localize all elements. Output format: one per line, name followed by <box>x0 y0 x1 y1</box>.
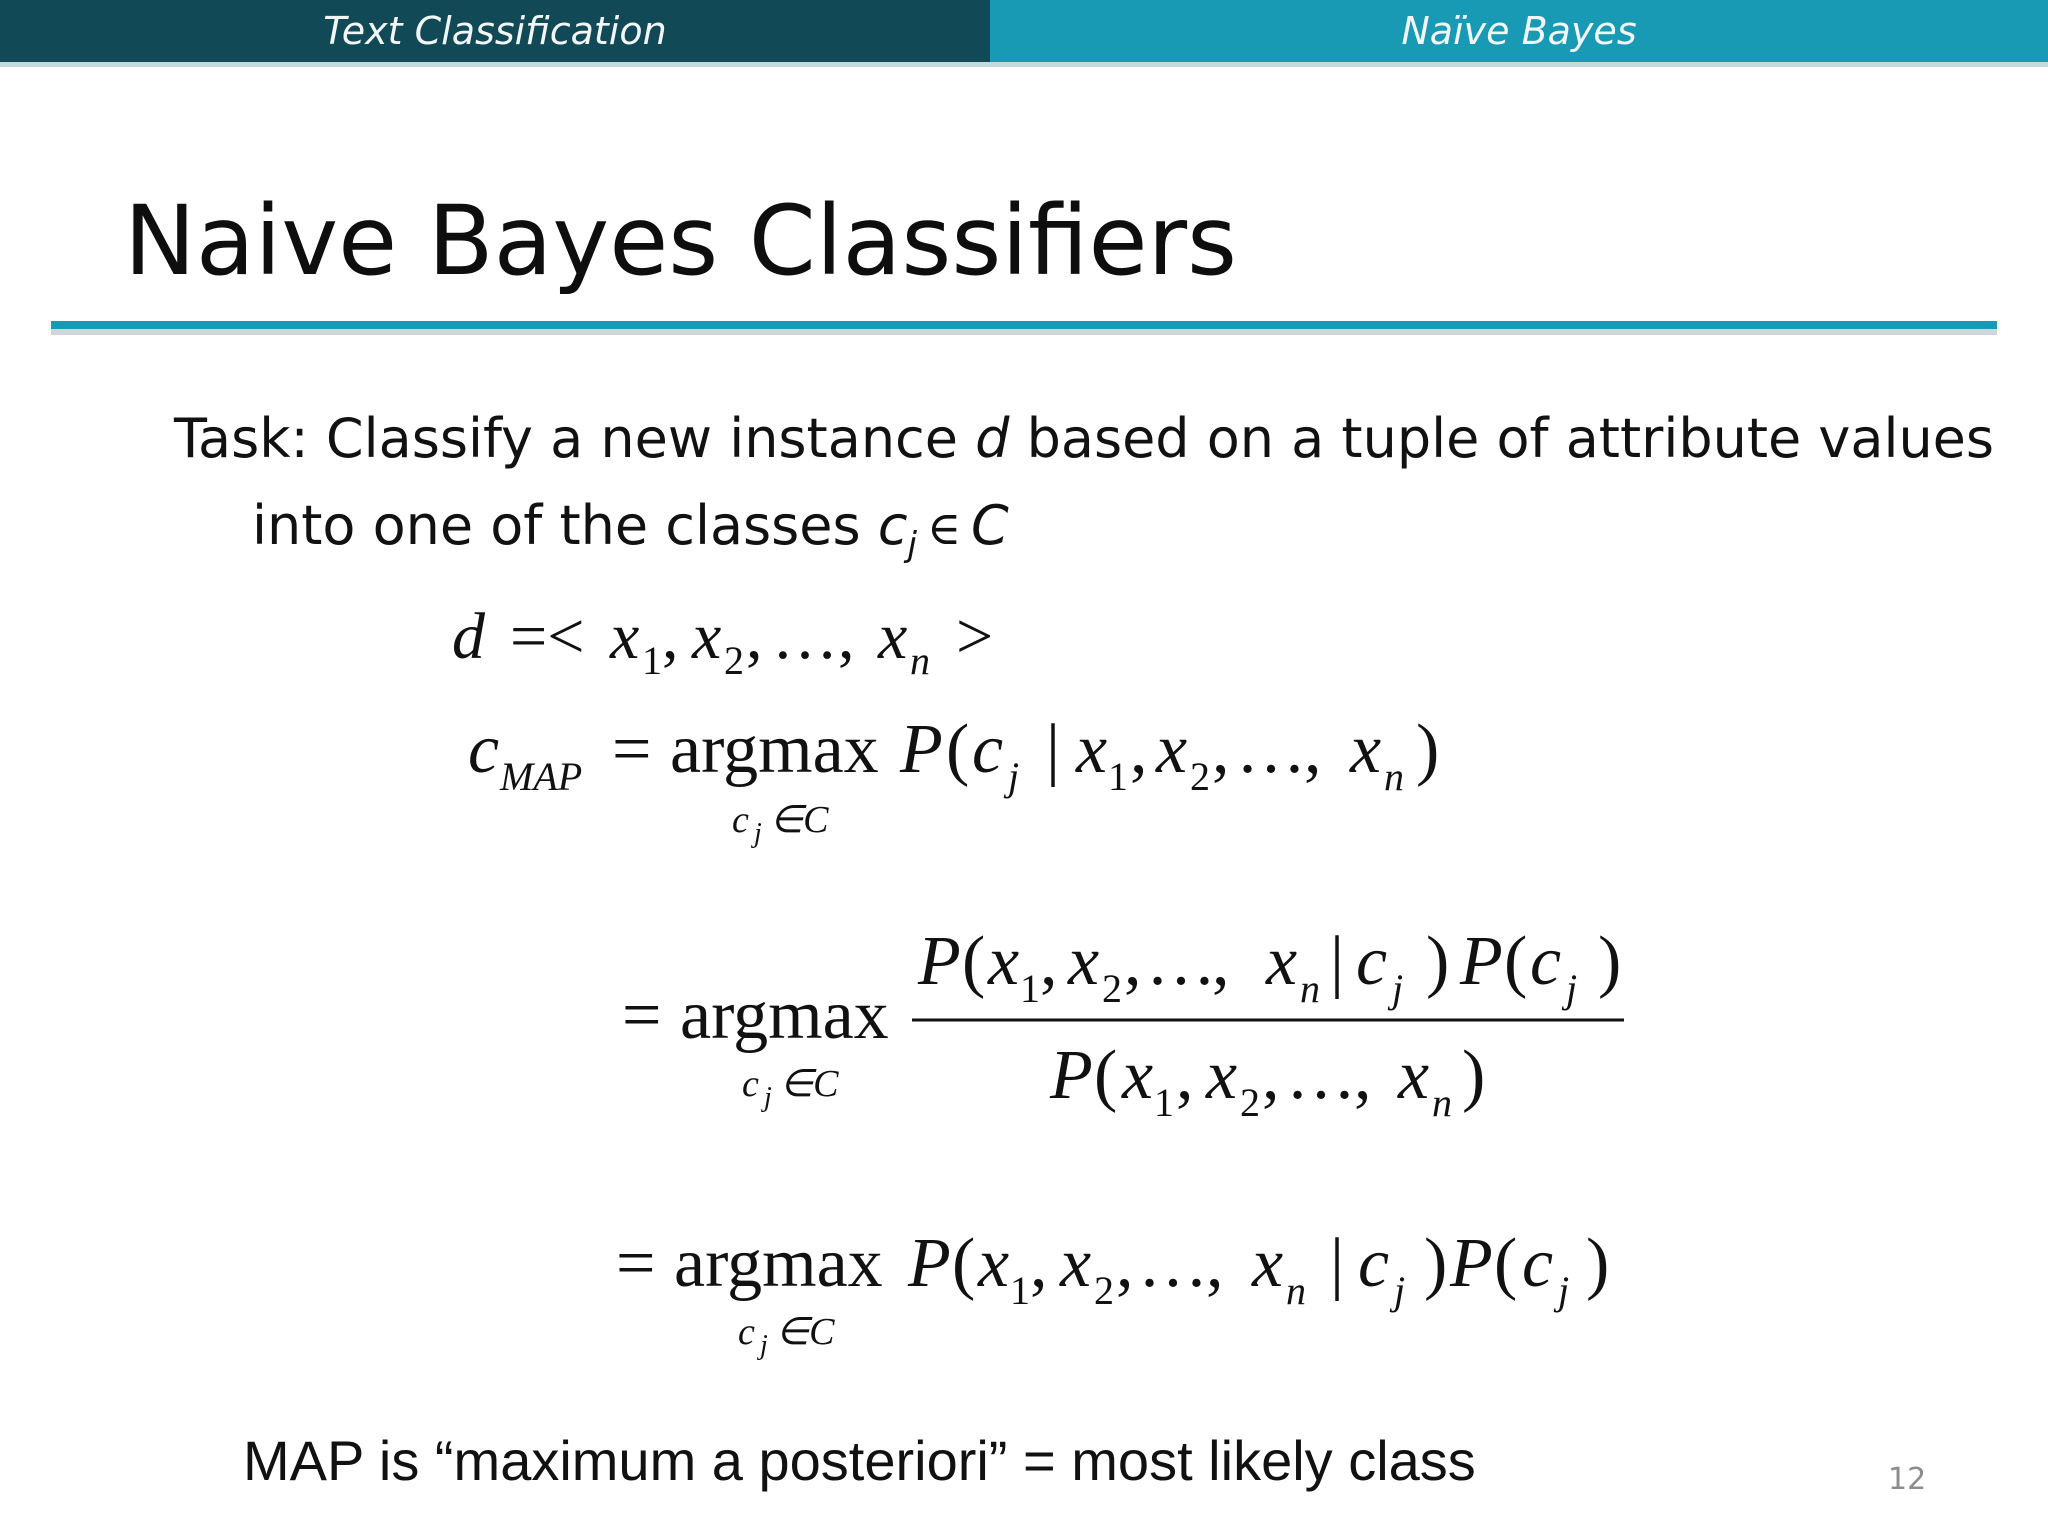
eq2-den-xn: x <box>1398 1037 1430 1114</box>
eq2-num-dots: … <box>1146 923 1216 1000</box>
eq3-c2: , <box>1116 1225 1134 1302</box>
task-text-c: into one of the classes <box>252 494 878 557</box>
eq-d-s1: 1 <box>642 638 662 683</box>
eq-d: d <box>452 600 485 673</box>
section-naive-bayes: Naïve Bayes <box>990 0 2048 62</box>
eq2-num-P2: P <box>1460 923 1503 1000</box>
eq2-num-bar: | <box>1330 923 1345 1000</box>
eq-d-x2: x <box>692 600 722 673</box>
eq1-dots: … <box>1236 711 1306 788</box>
eq3-s1: 1 <box>1010 1268 1030 1313</box>
eq2-sub-in: ∈C <box>780 1063 839 1105</box>
eq2-num-rp1: ) <box>1426 923 1450 1000</box>
eq3-xn: x <box>1252 1225 1284 1302</box>
eq2-num-xn: x <box>1266 923 1298 1000</box>
eq1-bar: | <box>1046 711 1061 788</box>
eq2-eq: = <box>622 977 662 1054</box>
eq1-x2: x <box>1156 711 1188 788</box>
eq1-x1: x <box>1076 711 1108 788</box>
eq-d-c2: , <box>746 600 763 673</box>
task-var-j: j <box>907 525 917 565</box>
eq3-sub-c: c <box>738 1311 755 1353</box>
equation-cmap <box>468 711 1439 849</box>
eq1-sub-j: j <box>754 818 762 849</box>
task-text-a: Task: Classify a new instance <box>174 407 976 470</box>
eq3-argmax: argmax <box>674 1225 883 1302</box>
eq2-num-j: j <box>1392 966 1404 1011</box>
eq3-s2: 2 <box>1094 1268 1114 1313</box>
page-number: 12 <box>1888 1462 1927 1497</box>
eq1-c: c <box>468 711 500 788</box>
eq-d-c3: , <box>838 600 855 673</box>
eq-d-close: > <box>956 600 994 673</box>
eq2-den-lp: ( <box>1094 1037 1118 1114</box>
equation-bayes-fraction <box>622 923 1624 1125</box>
task-var-c: c <box>877 494 908 557</box>
eq2-num-j2: j <box>1566 966 1578 1011</box>
eq3-bar: | <box>1330 1225 1345 1302</box>
eq1-map-sub: MAP <box>500 754 583 799</box>
eq2-argmax: argmax <box>680 977 889 1054</box>
eq2-num-c2v: c <box>1530 923 1562 1000</box>
eq3-c2v: c <box>1522 1225 1554 1302</box>
eq1-rparen: ) <box>1416 711 1440 788</box>
eq2-den-x2: x <box>1206 1037 1238 1114</box>
eq3-sn: n <box>1286 1268 1306 1313</box>
eq3-c3: , <box>1206 1225 1224 1302</box>
eq1-sn: n <box>1384 754 1404 799</box>
slide-title: Naive Bayes Classifiers <box>124 185 1238 297</box>
equation-d-definition <box>452 600 993 683</box>
task-text-b: based on a tuple of attribute values <box>1009 407 1995 470</box>
footnote: MAP is “maximum a posteriori” = most likely class <box>243 1429 1476 1492</box>
eq1-s2: 2 <box>1190 754 1210 799</box>
eq2-den-s1: 1 <box>1154 1080 1174 1125</box>
eq2-den-P: P <box>1050 1037 1093 1114</box>
eq1-P: P <box>900 711 943 788</box>
eq2-num-sn: n <box>1300 966 1320 1011</box>
eq3-j: j <box>1394 1268 1406 1313</box>
eq2-num-c: c <box>1356 923 1388 1000</box>
eq-d-s2: 2 <box>724 638 744 683</box>
eq3-sub-in: ∈C <box>776 1311 835 1353</box>
eq2-num-x1: x <box>988 923 1020 1000</box>
eq3-x1: x <box>978 1225 1010 1302</box>
eq3-x2: x <box>1060 1225 1092 1302</box>
task-set-c: C <box>971 494 1009 557</box>
section-text-classification: Text Classification <box>0 0 990 62</box>
eq1-s1: 1 <box>1108 754 1128 799</box>
equation-argmax-joint <box>616 1225 1609 1361</box>
eq3-sub-j: j <box>760 1330 768 1361</box>
eq3-c: c <box>1358 1225 1390 1302</box>
eq2-den-c3: , <box>1354 1037 1372 1114</box>
eq2-den-x1: x <box>1122 1037 1154 1114</box>
eq3-rp1: ) <box>1424 1225 1448 1302</box>
eq-d-c1: , <box>662 600 679 673</box>
eq3-rp2: ) <box>1586 1225 1610 1302</box>
eq2-num-s2: 2 <box>1102 966 1122 1011</box>
eq2-num-c2: , <box>1124 923 1142 1000</box>
eq3-lp2: ( <box>1494 1225 1518 1302</box>
eq3-eq: = <box>616 1225 656 1302</box>
eq1-argmax: argmax <box>670 711 879 788</box>
eq-d-xn: x <box>878 600 908 673</box>
eq-d-open: =< <box>510 600 585 673</box>
eq2-num-rp2: ) <box>1598 923 1622 1000</box>
eq2-num-x2: x <box>1068 923 1100 1000</box>
eq1-eq: = <box>612 711 652 788</box>
eq-d-sn: n <box>910 638 930 683</box>
eq2-num-c3: , <box>1212 923 1230 1000</box>
eq2-num-lp2: ( <box>1504 923 1528 1000</box>
eq1-cj-c: c <box>972 711 1004 788</box>
task-var-d: d <box>975 407 1010 470</box>
eq2-den-c2: , <box>1262 1037 1280 1114</box>
eq3-j2: j <box>1558 1268 1570 1313</box>
eq3-c1: , <box>1030 1225 1048 1302</box>
eq1-sub-in: ∈C <box>770 799 829 841</box>
eq1-c1: , <box>1130 711 1148 788</box>
eq2-den-sn: n <box>1432 1080 1452 1125</box>
eq1-lparen: ( <box>946 711 970 788</box>
eq2-den-rp: ) <box>1462 1037 1486 1114</box>
eq3-P1: P <box>908 1225 951 1302</box>
eq-d-dots: … <box>772 600 838 673</box>
eq2-den-c1: , <box>1176 1037 1194 1114</box>
eq1-sub-c: c <box>732 799 749 841</box>
eq3-dots: … <box>1138 1225 1208 1302</box>
eq1-c2: , <box>1212 711 1230 788</box>
eq2-den-s2: 2 <box>1240 1080 1260 1125</box>
eq1-cj-j: j <box>1008 754 1020 799</box>
eq2-num-s1: 1 <box>1020 966 1040 1011</box>
eq3-P2: P <box>1450 1225 1493 1302</box>
eq2-num-c1: , <box>1040 923 1058 1000</box>
eq2-sub-j: j <box>764 1082 772 1113</box>
eq-d-x1: x <box>610 600 640 673</box>
eq2-den-dots: … <box>1286 1037 1356 1114</box>
eq2-num-P1: P <box>918 923 961 1000</box>
eq2-sub-c: c <box>742 1063 759 1105</box>
eq1-c3: , <box>1304 711 1322 788</box>
element-of-symbol: ∈ <box>926 501 962 555</box>
eq3-lp1: ( <box>952 1225 976 1302</box>
eq1-xn: x <box>1350 711 1382 788</box>
eq2-num-lp1: ( <box>962 923 986 1000</box>
